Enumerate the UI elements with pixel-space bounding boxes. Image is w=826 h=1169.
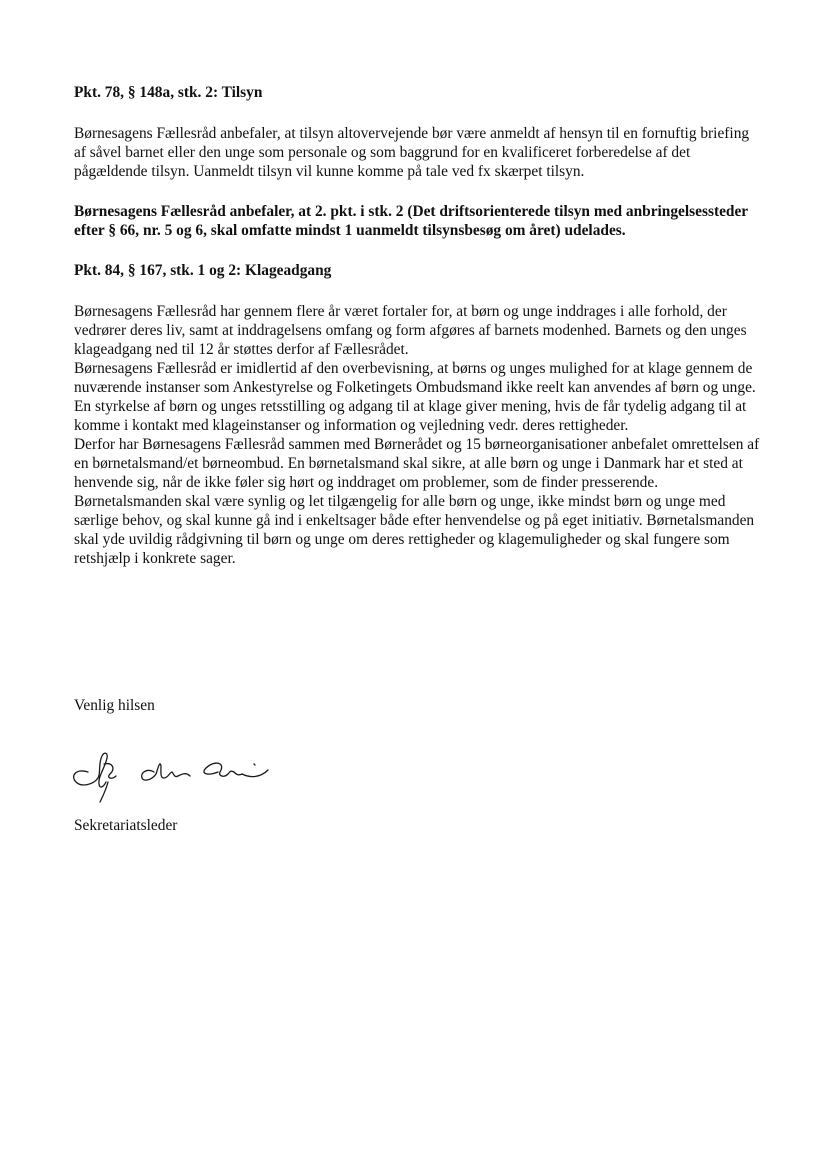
paragraph-klageadgang-1: Børnesagens Fællesråd har gennem flere år været fortaler for, at børn og unge inddrages i alle forhold, der vedrører deres liv, samt at inddragelsens omfang og form afgøres af barnets modenhed. Barnets og den unges klageadgang ned til 12 år støttes derfor af Fællesrådet. [74, 303, 747, 358]
section-heading-tilsyn: Pkt. 78, § 148a, stk. 2: Tilsyn [74, 84, 263, 101]
signature-role: Sekretariatsleder [74, 817, 178, 834]
paragraph-klageadgang-3: En styrkelse af børn og unges retsstilling og adgang til at klage giver mening, hvis de får tydelig adgang til at komme i kontakt med klageinstanser og information og vejledning vedr. deres rettigheder. [74, 398, 747, 434]
paragraph-tilsyn: Børnesagens Fællesråd anbefaler, at tilsyn altovervejende bør være anmeldt af hensyn til en fornuftig briefing af såvel barnet eller den unge som personale og som baggrund for en kvalificeret forberedelse af det pågældende tilsyn. Uanmeldt tilsyn vil kunne komme på tale ved fx skærpet tilsyn. [74, 125, 750, 180]
letter-body [74, 83, 764, 568]
paragraph-klageadgang-2: Børnesagens Fællesråd er imidlertid af den overbevisning, at børns og unges mulighed for at klage gennem de nuværende instanser som Ankestyrelse og Folketingets Ombudsmand ikke reelt kan anvendes af børn og unge. [74, 360, 756, 396]
recommendation-tilsyn: Børnesagens Fællesråd anbefaler, at 2. pkt. i stk. 2 (Det driftsorienterede tilsyn med anbringelsessteder efter § 66, nr. 5 og 6, skal omfatte mindst 1 uanmeldt tilsynsbesøg om året) udelades. [74, 203, 748, 239]
handwritten-signature [68, 742, 278, 804]
section-heading-klageadgang: Pkt. 84, § 167, stk. 1 og 2: Klageadgang [74, 262, 332, 279]
closing-greeting: Venlig hilsen [74, 697, 155, 714]
paragraph-klageadgang-4: Derfor har Børnesagens Fællesråd sammen med Børnerådet og 15 børneorganisationer anbefalet omrettelsen af en børnetalsmand/et børneombud. En børnetalsmand skal sikre, at alle børn og unge i Danmark har et sted at henvende sig, når de ikke føler sig hørt og inddraget om problemer, som de finder presserende. Børnetalsmanden skal være synlig og let tilgængelig for alle børn og unge, ikke mindst børn og unge med særlige behov, og skal kunne gå ind i enkeltsager både efter henvendelse og på eget initiativ. Børnetalsmanden skal yde uvildig rådgivning til børn og unge om deres rettigheder og klagemuligheder og skal fungere som retshjælp i konkrete sager. [74, 436, 760, 567]
